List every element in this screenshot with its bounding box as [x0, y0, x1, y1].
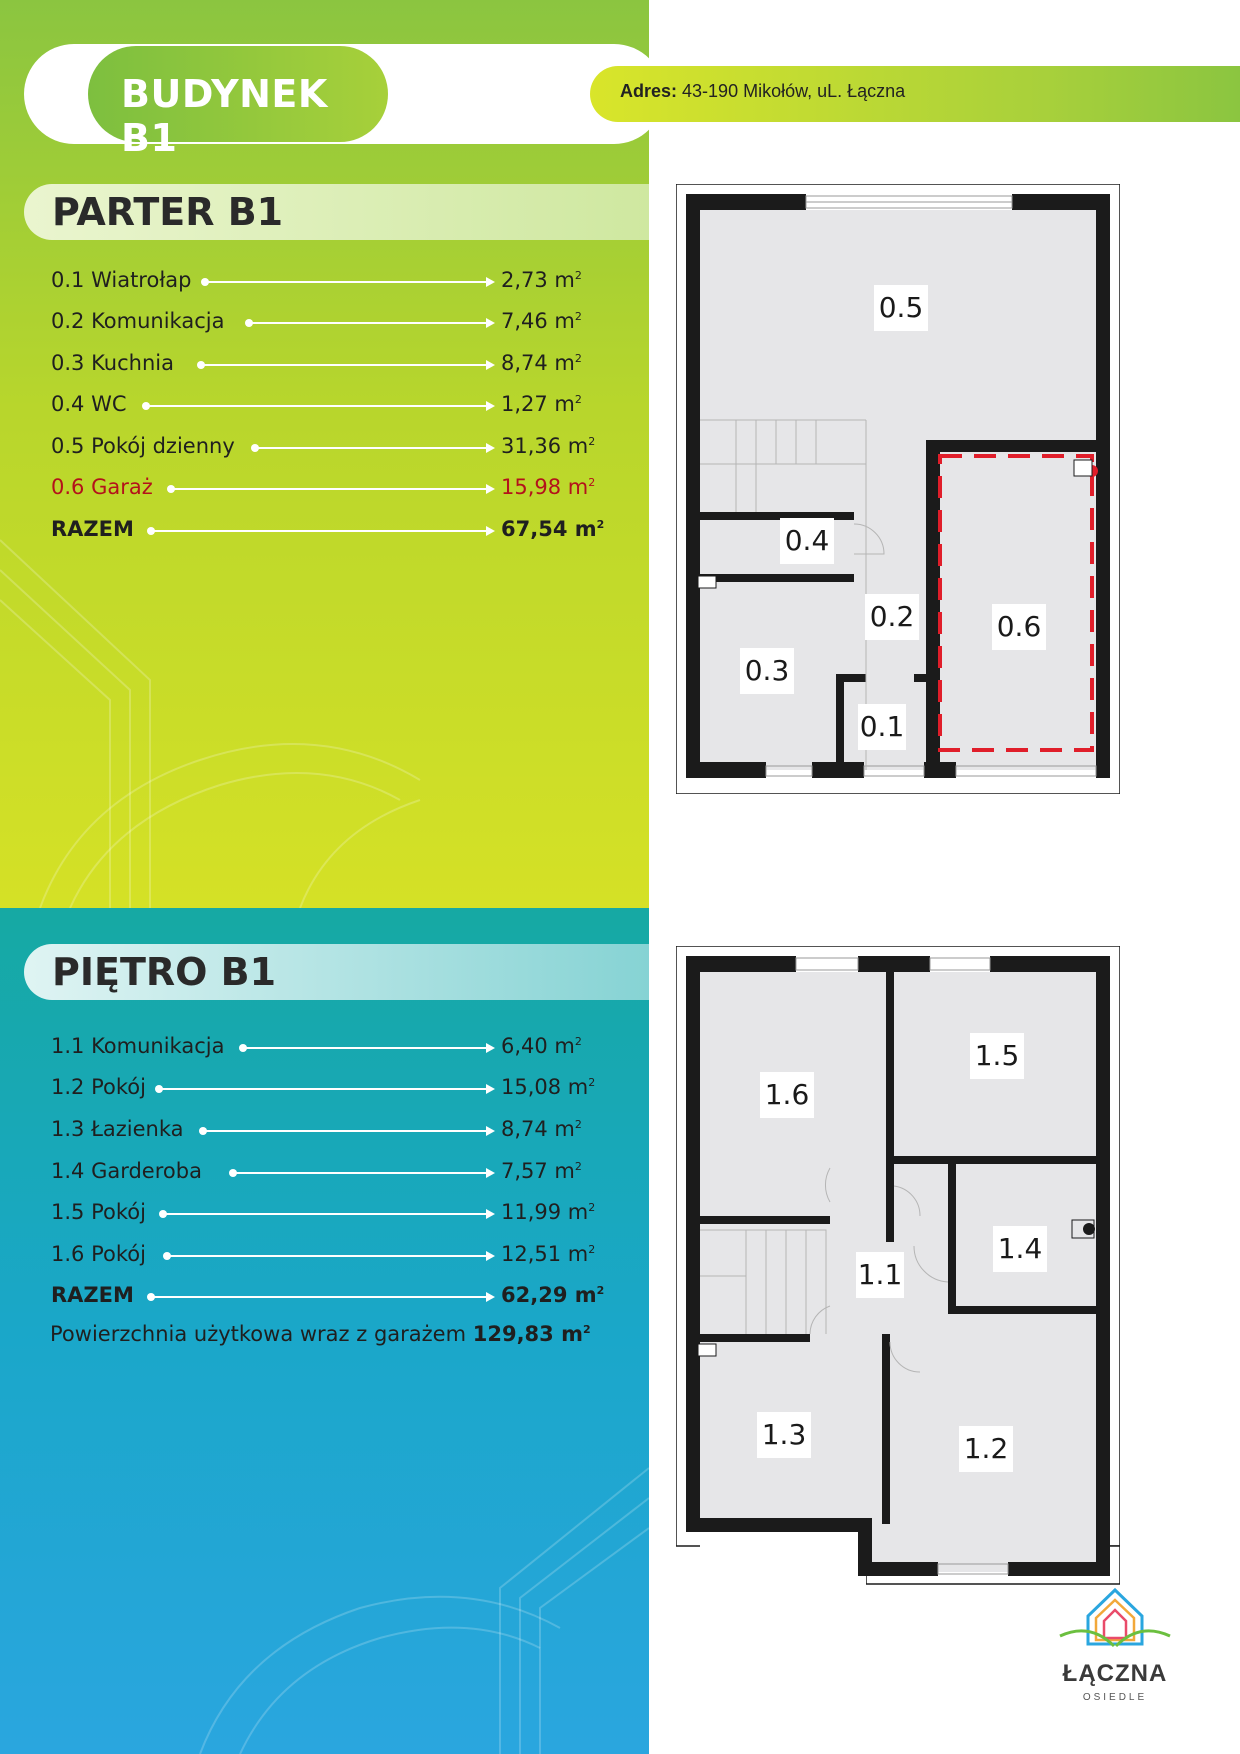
room-area: 8,74 $m^2$: [501, 351, 582, 375]
room-name: 0.4 WC: [51, 392, 127, 416]
room-label-0-1: 0.1: [858, 704, 906, 750]
address-text: [620, 81, 905, 102]
pietro-row: [51, 1034, 611, 1062]
room-area: 7,46 $m^2$: [501, 309, 582, 333]
logo-name: ŁĄCZNA: [1062, 1660, 1168, 1687]
parter-row: [51, 392, 611, 420]
room-name: 0.2 Komunikacja: [51, 309, 225, 333]
leader-arrow: [163, 1213, 493, 1215]
leader-arrow: [205, 281, 493, 283]
room-label-0-4: 0.4: [780, 518, 834, 564]
room-name: 0.1 Wiatrołap: [51, 268, 192, 292]
room-label-1-2: 1.2: [959, 1426, 1013, 1472]
leader-arrow: [249, 322, 493, 324]
usable-area-label: Powierzchnia użytkowa wraz z garażem: [50, 1322, 467, 1346]
pietro-row: [51, 1159, 611, 1187]
building-title-pill: [88, 46, 388, 160]
room-label-0-2: 0.2: [865, 594, 919, 640]
pietro-row: [51, 1242, 611, 1270]
room-area: 6,40 $m^2$: [501, 1034, 582, 1058]
room-name: 1.3 Łazienka: [51, 1117, 184, 1141]
room-label-1-5: 1.5: [970, 1033, 1024, 1079]
room-name: 0.6 Garaż: [51, 475, 153, 499]
room-name: 1.1 Komunikacja: [51, 1034, 225, 1058]
room-area: 11,99 $m^2$: [501, 1200, 596, 1224]
room-name: 1.5 Pokój: [51, 1200, 146, 1224]
logo-subtitle: OSIEDLE: [1082, 1692, 1148, 1703]
room-label-1-1: 1.1: [856, 1252, 904, 1298]
building-title: BUDYNEK B1: [121, 72, 328, 160]
leader-arrow: [201, 364, 493, 366]
address-pill: [590, 66, 1240, 122]
room-area: 15,08 $m^2$: [501, 1075, 596, 1099]
room-area: 1,27 $m^2$: [501, 392, 582, 416]
room-label-1-3: 1.3: [757, 1412, 811, 1458]
parter-row: [51, 268, 611, 296]
parter-heading-bar: [24, 184, 649, 240]
parter-row: [51, 434, 611, 462]
house-leaf-icon: [1050, 1584, 1180, 1660]
laczna-logo: [1050, 1584, 1180, 1714]
pietro-row: [51, 1117, 611, 1145]
leader-arrow: [171, 488, 493, 490]
ground-floor-plan: [676, 184, 1120, 794]
leader-arrow: [243, 1047, 493, 1049]
parter-row: [51, 309, 611, 337]
usable-area-value: 129,83 $m^2$: [472, 1322, 591, 1346]
total-label: RAZEM: [51, 1283, 134, 1307]
leader-arrow: [146, 405, 493, 407]
room-name: 1.6 Pokój: [51, 1242, 146, 1266]
parter-row-garage: [51, 475, 611, 503]
usable-area-total: [50, 1322, 591, 1346]
room-name: 0.3 Kuchnia: [51, 351, 174, 375]
parter-row: [51, 351, 611, 379]
leader-arrow: [151, 530, 493, 532]
total-label: RAZEM: [51, 517, 134, 541]
parter-total-row: [51, 517, 611, 545]
leader-arrow: [255, 447, 493, 449]
room-area: 2,73 $m^2$: [501, 268, 582, 292]
room-label-0-6: 0.6: [992, 604, 1046, 650]
room-name: 1.2 Pokój: [51, 1075, 146, 1099]
address-value: 43-190 Mikołów, uL. Łączna: [682, 81, 906, 101]
pietro-total-row: [51, 1283, 611, 1311]
leader-arrow: [167, 1255, 493, 1257]
room-area: 7,57 $m^2$: [501, 1159, 582, 1183]
total-area: 67,54 $m^2$: [501, 517, 605, 541]
pietro-heading: PIĘTRO B1: [52, 950, 277, 994]
room-area: 8,74 $m^2$: [501, 1117, 582, 1141]
leader-arrow: [159, 1088, 493, 1090]
room-area: 31,36 $m^2$: [501, 434, 596, 458]
room-area: 12,51 $m^2$: [501, 1242, 596, 1266]
pietro-row: [51, 1200, 611, 1228]
room-label-0-5: 0.5: [874, 285, 928, 331]
room-name: 1.4 Garderoba: [51, 1159, 202, 1183]
pietro-row: [51, 1075, 611, 1103]
parter-heading: PARTER B1: [52, 190, 284, 234]
pietro-heading-bar: [24, 944, 649, 1000]
room-label-1-4: 1.4: [993, 1226, 1047, 1272]
room-label-1-6: 1.6: [760, 1072, 814, 1118]
address-label: Adres:: [620, 81, 678, 101]
room-label-0-3: 0.3: [740, 648, 794, 694]
leader-arrow: [203, 1130, 493, 1132]
total-area: 62,29 $m^2$: [501, 1283, 605, 1307]
leader-arrow: [233, 1172, 493, 1174]
room-area: 15,98 $m^2$: [501, 475, 596, 499]
room-name: 0.5 Pokój dzienny: [51, 434, 235, 458]
leader-arrow: [151, 1296, 493, 1298]
